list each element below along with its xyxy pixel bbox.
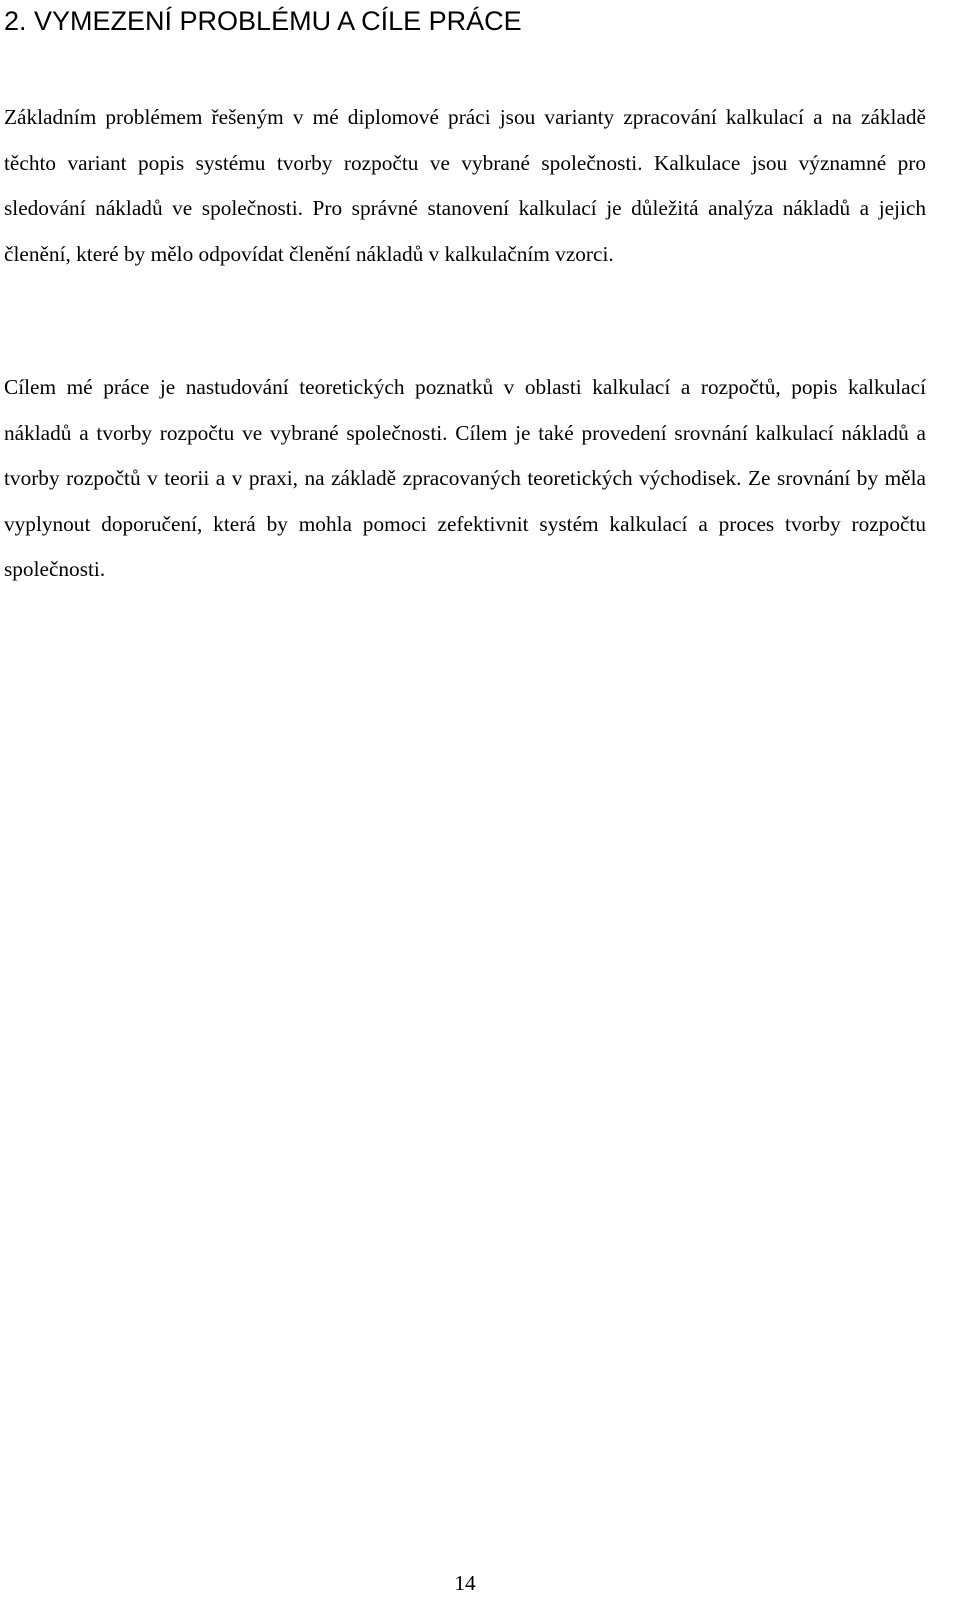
paragraph-thesis-goals: Cílem mé práce je nastudování teoretických poznatků v oblasti kalkulací a rozpočtů, popis kalkulací nákladů a tvorby rozpočtu ve vybrané společnosti. Cílem je také provedení srovnání kalkulací nákladů a tvorby rozpočtů v teorii a v praxi, na základě zpracovaných teoretických východisek. Ze srovnání by měla vyplynout doporučení, která by mohla pomoci zefektivnit systém kalkulací a proces tvorby rozpočtu společnosti. — [4, 375, 926, 581]
section-heading: 2. VYMEZENÍ PROBLÉMU A CÍLE PRÁCE — [4, 6, 522, 36]
paragraph-problem-definition: Základním problémem řešeným v mé diplomové práci jsou varianty zpracování kalkulací a na základě těchto variant popis systému tvorby rozpočtu ve vybrané společnosti. Kalkulace jsou významné pro sledování nákladů ve společnosti. Pro správné stanovení kalkulací je důležitá analýza nákladů a jejich členění, které by mělo odpovídat členění nákladů v kalkulačním vzorci. — [4, 105, 926, 266]
page-number: 14 — [454, 1571, 476, 1595]
